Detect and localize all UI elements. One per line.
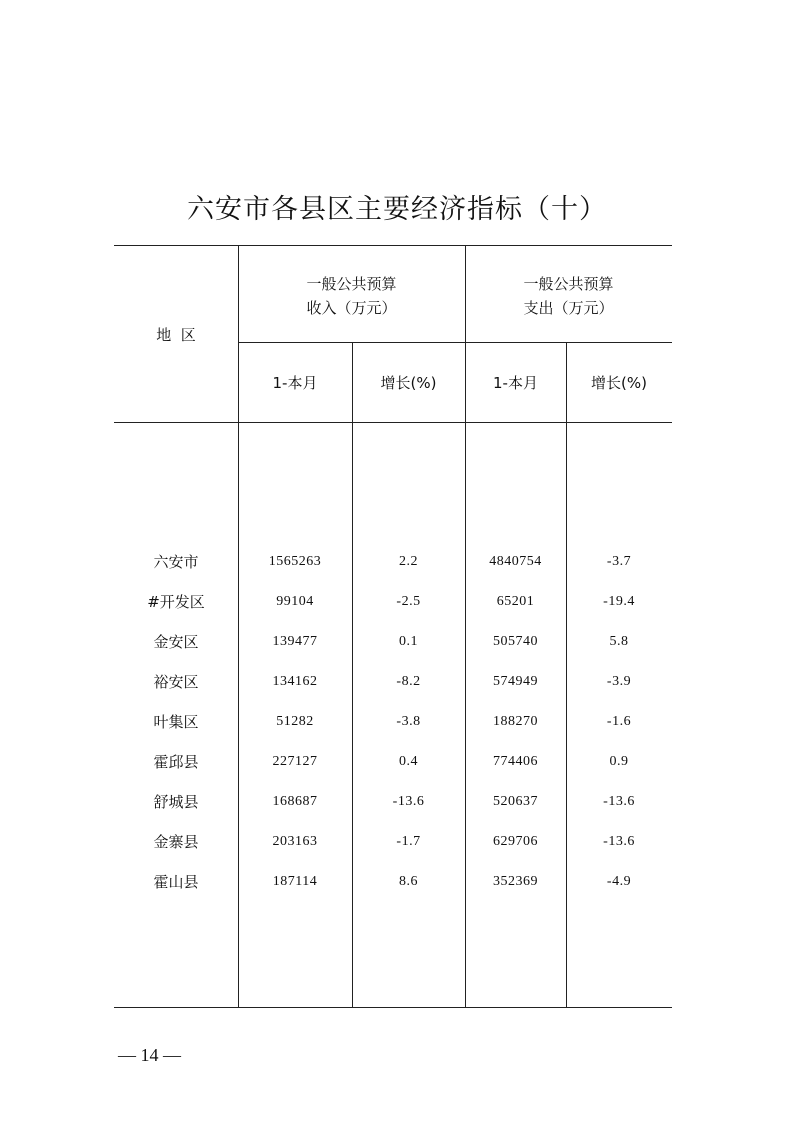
region-name: 裕安区 [153, 673, 199, 691]
group-column-divider [465, 245, 466, 1007]
region-header: 地 区 [156, 326, 196, 344]
revenue-growth-value: -3.8 [396, 714, 421, 729]
revenue-growth-value: 2.2 [399, 554, 418, 569]
expenditure-value: 774406 [493, 754, 538, 769]
revenue-growth-header: 增长(%) [380, 374, 437, 392]
table-row [0, 712, 794, 732]
table-row [0, 752, 794, 772]
revenue-growth-value: -1.7 [396, 834, 421, 849]
table-row [0, 832, 794, 852]
header-group-divider [238, 342, 672, 343]
region-name: 霍邱县 [153, 753, 199, 771]
region-name: 金寨县 [153, 833, 199, 851]
table-top-rule [114, 245, 672, 246]
expenditure-growth-value: -13.6 [603, 794, 635, 809]
region-column-divider [238, 245, 239, 1007]
region-name: 六安市 [153, 553, 199, 571]
expenditure-growth-value: -19.4 [603, 594, 635, 609]
expenditure-growth-value: -13.6 [603, 834, 635, 849]
region-name: 舒城县 [153, 793, 199, 811]
table-bottom-rule [114, 1007, 672, 1008]
revenue-value: 139477 [272, 634, 318, 649]
revenue-growth-value: 8.6 [399, 874, 418, 889]
expenditure-growth-value: -3.7 [606, 554, 632, 569]
revenue-value: 51282 [276, 714, 314, 729]
expenditure-growth-value: 0.9 [609, 754, 629, 769]
table-row [0, 632, 794, 652]
revenue-value: 227127 [272, 754, 318, 769]
expenditure-value: 505740 [493, 634, 538, 649]
revenue-growth-value: 0.1 [399, 634, 418, 649]
revenue-ytd-header: 1-本月 [272, 374, 318, 392]
expenditure-value: 65201 [496, 594, 535, 609]
region-name: #开发区 [147, 593, 205, 611]
page-number: — 14 — [118, 1045, 181, 1065]
expenditure-group-header-line1: 一般公共预算 [523, 275, 614, 293]
expenditure-value: 629706 [493, 834, 538, 849]
revenue-value: 203163 [272, 834, 318, 849]
expenditure-value: 352369 [493, 874, 538, 889]
revenue-value: 134162 [272, 674, 318, 689]
revenue-group-header-line2: 收入（万元） [306, 299, 397, 317]
table-row [0, 872, 794, 892]
page-title: 六安市各县区主要经济指标（十） [187, 194, 607, 225]
expenditure-ytd-header: 1-本月 [493, 374, 538, 392]
revenue-value: 187114 [272, 874, 318, 889]
revenue-value: 1565263 [268, 554, 322, 569]
table-row [0, 592, 794, 612]
expenditure-value: 188270 [493, 714, 538, 729]
region-name: 金安区 [153, 633, 199, 651]
revenue-growth-value: 0.4 [399, 754, 418, 769]
table-row [0, 672, 794, 692]
expenditure-value: 520637 [493, 794, 538, 809]
expenditure-growth-value: -1.6 [606, 714, 632, 729]
revenue-group-header-line1: 一般公共预算 [306, 275, 397, 293]
revenue-value: 168687 [272, 794, 318, 809]
table-row [0, 552, 794, 572]
revenue-growth-value: -8.2 [396, 674, 421, 689]
region-name: 霍山县 [153, 873, 199, 891]
revenue-growth-value: -2.5 [396, 594, 421, 609]
expenditure-growth-value: -3.9 [606, 674, 632, 689]
expenditure-growth-value: -4.9 [606, 874, 632, 889]
expenditure-value: 4840754 [489, 554, 542, 569]
header-bottom-rule [114, 422, 672, 423]
expenditure-value: 574949 [493, 674, 538, 689]
region-name: 叶集区 [153, 713, 199, 731]
expenditure-growth-value: 5.8 [609, 634, 629, 649]
expenditure-growth-header: 增长(%) [591, 374, 647, 392]
expenditure-group-header-line2: 支出（万元） [523, 299, 614, 317]
revenue-growth-value: -13.6 [392, 794, 425, 809]
revenue-value: 99104 [276, 594, 314, 609]
table-row [0, 792, 794, 812]
